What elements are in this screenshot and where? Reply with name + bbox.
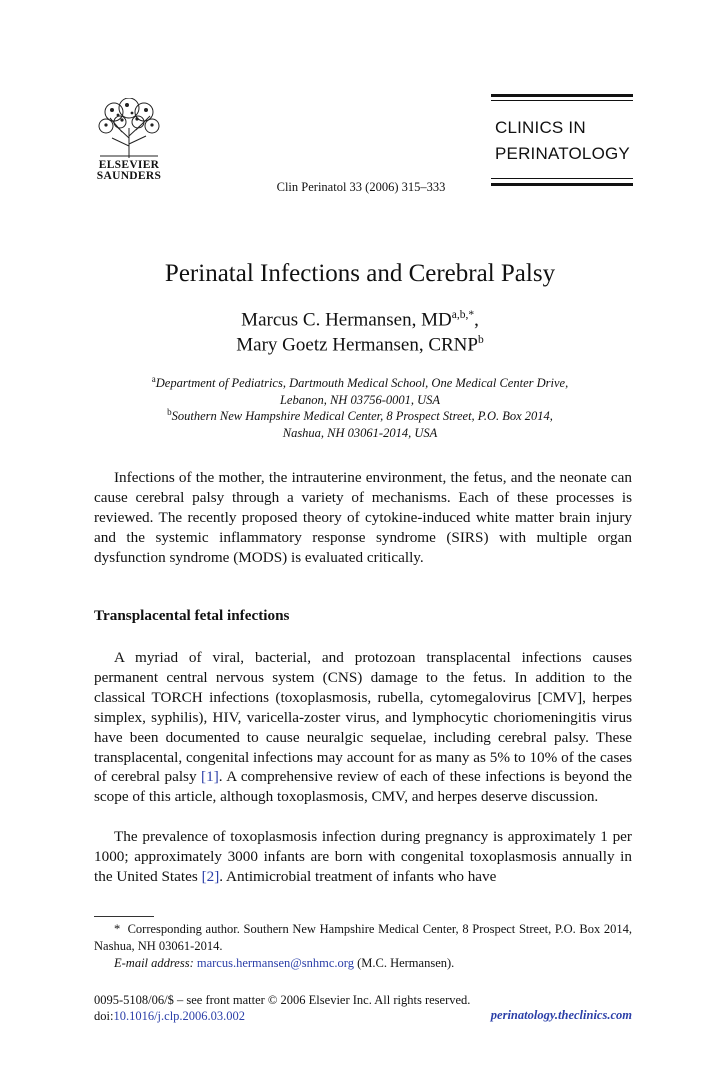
citation-link-1[interactable]: [1] — [201, 768, 219, 786]
footnote-text: Corresponding author. Southern New Hampshire Medical Center, 8 Prospect Street, P.O. Box 2014, Nashua, NH 03061-2014. — [94, 922, 633, 953]
doi-label: doi: — [94, 1009, 114, 1023]
article-title: Perinatal Infections and Cerebral Palsy — [164, 260, 556, 287]
affiliation-a-mark: a — [151, 374, 156, 384]
email-label: E-mail address: — [114, 956, 194, 970]
author-1 — [0, 309, 720, 331]
section-heading: Transplacental fetal infections — [94, 607, 290, 624]
body-paragraph-1 — [94, 648, 632, 807]
paragraph-1-text-a: A myriad of viral, bacterial, and protozoan transplacental infections causes permanent central nervous system (CNS) damage to the fetus. In addition to the classical TORCH infections (toxoplasmosis, rubella, cytomegalovirus [CMV], herpes simplex, syphilis), HIV, varicella-zoster virus, and lymphocytic choriomeningitis virus have been documented to cause neuralgic sequelae, including cerebral palsy. These transplacental, congenital infections may account for as many as 5% to 10% of the cases of cerebral palsy — [94, 649, 632, 786]
brand-line-1: CLINICS IN — [495, 118, 586, 137]
journal-brand — [491, 94, 633, 190]
paragraph-1-text-b: . A comprehensive review of each of these infections is beyond the scope of this article, although toxoplasmosis, CMV, and herpes deserve discussion. — [94, 768, 632, 806]
brand-rule-bottom-thin — [491, 178, 633, 179]
email-link[interactable]: marcus.hermansen@snhmc.org — [196, 956, 354, 970]
journal-url-link[interactable]: perinatology.theclinics.com — [490, 1008, 632, 1022]
issn-line: 0095-5108/06/$ – see front matter © 2006 Elsevier Inc. All rights reserved. — [94, 993, 471, 1007]
footnote-corresponding-author — [94, 921, 632, 955]
affiliation-b-mark: b — [167, 407, 172, 417]
author-2-name: Mary Goetz Hermansen, CRNP — [236, 334, 478, 356]
brand-rule-top-thin — [491, 100, 633, 101]
body-paragraph-2 — [94, 827, 632, 887]
brand-rule-top — [491, 94, 633, 97]
author-1-separator: , — [474, 309, 479, 331]
author-1-name: Marcus C. Hermansen, MD — [241, 309, 452, 331]
email-tail: (M.C. Hermansen). — [357, 956, 455, 970]
publisher-name-elsevier: ELSEVIER — [98, 159, 160, 171]
footnote-divider — [94, 916, 154, 917]
author-1-affiliation-marks: a,b,* — [451, 309, 475, 321]
publisher-logo — [94, 98, 164, 186]
brand-line-2: PERINATOLOGY — [495, 144, 630, 163]
affiliation-b-line-1: Southern New Hampshire Medical Center, 8 Prospect Street, P.O. Box 2014, — [171, 409, 553, 424]
elsevier-tree-icon — [94, 98, 164, 160]
affiliation-b — [0, 404, 720, 442]
brand-rule-bottom — [491, 183, 633, 186]
footnote-email — [94, 955, 632, 972]
paragraph-2-text-b: . Antimicrobial treatment of infants who have — [219, 867, 497, 885]
affiliation-a-line-2: Lebanon, NH 03756-0001, USA — [279, 393, 441, 408]
affiliation-b-line-2: Nashua, NH 03061-2014, USA — [282, 426, 438, 441]
affiliation-a-line-1: Department of Pediatrics, Dartmouth Medical School, One Medical Center Drive, — [155, 376, 569, 391]
paragraph-2-text-a: The prevalence of toxoplasmosis infection during pregnancy is approximately 1 per 1000; approximately 3000 infants are born with congenital toxoplasmosis annually in the United States — [94, 828, 632, 885]
doi-link[interactable]: 10.1016/j.clp.2006.03.002 — [113, 1009, 246, 1023]
author-2-affiliation-mark: b — [477, 334, 484, 346]
citation-link-2[interactable]: [2] — [201, 867, 220, 885]
abstract: Infections of the mother, the intrauterine environment, the fetus, and the neonate can cause cerebral palsy through a variety of mechanisms. Each of these processes is reviewed. The recently proposed theory of cytokine-induced white matter brain injury and the systemic inflammatory response syndrome (SIRS) with multiple organ dysfunction syndrome (MODS) is evaluated critically. — [94, 469, 632, 566]
footnote-marker: * — [114, 922, 121, 936]
author-2 — [0, 334, 720, 356]
publisher-name-saunders: SAUNDERS — [96, 170, 162, 182]
journal-citation: Clin Perinatol 33 (2006) 315–333 — [276, 180, 446, 194]
doi-line — [94, 1008, 245, 1024]
